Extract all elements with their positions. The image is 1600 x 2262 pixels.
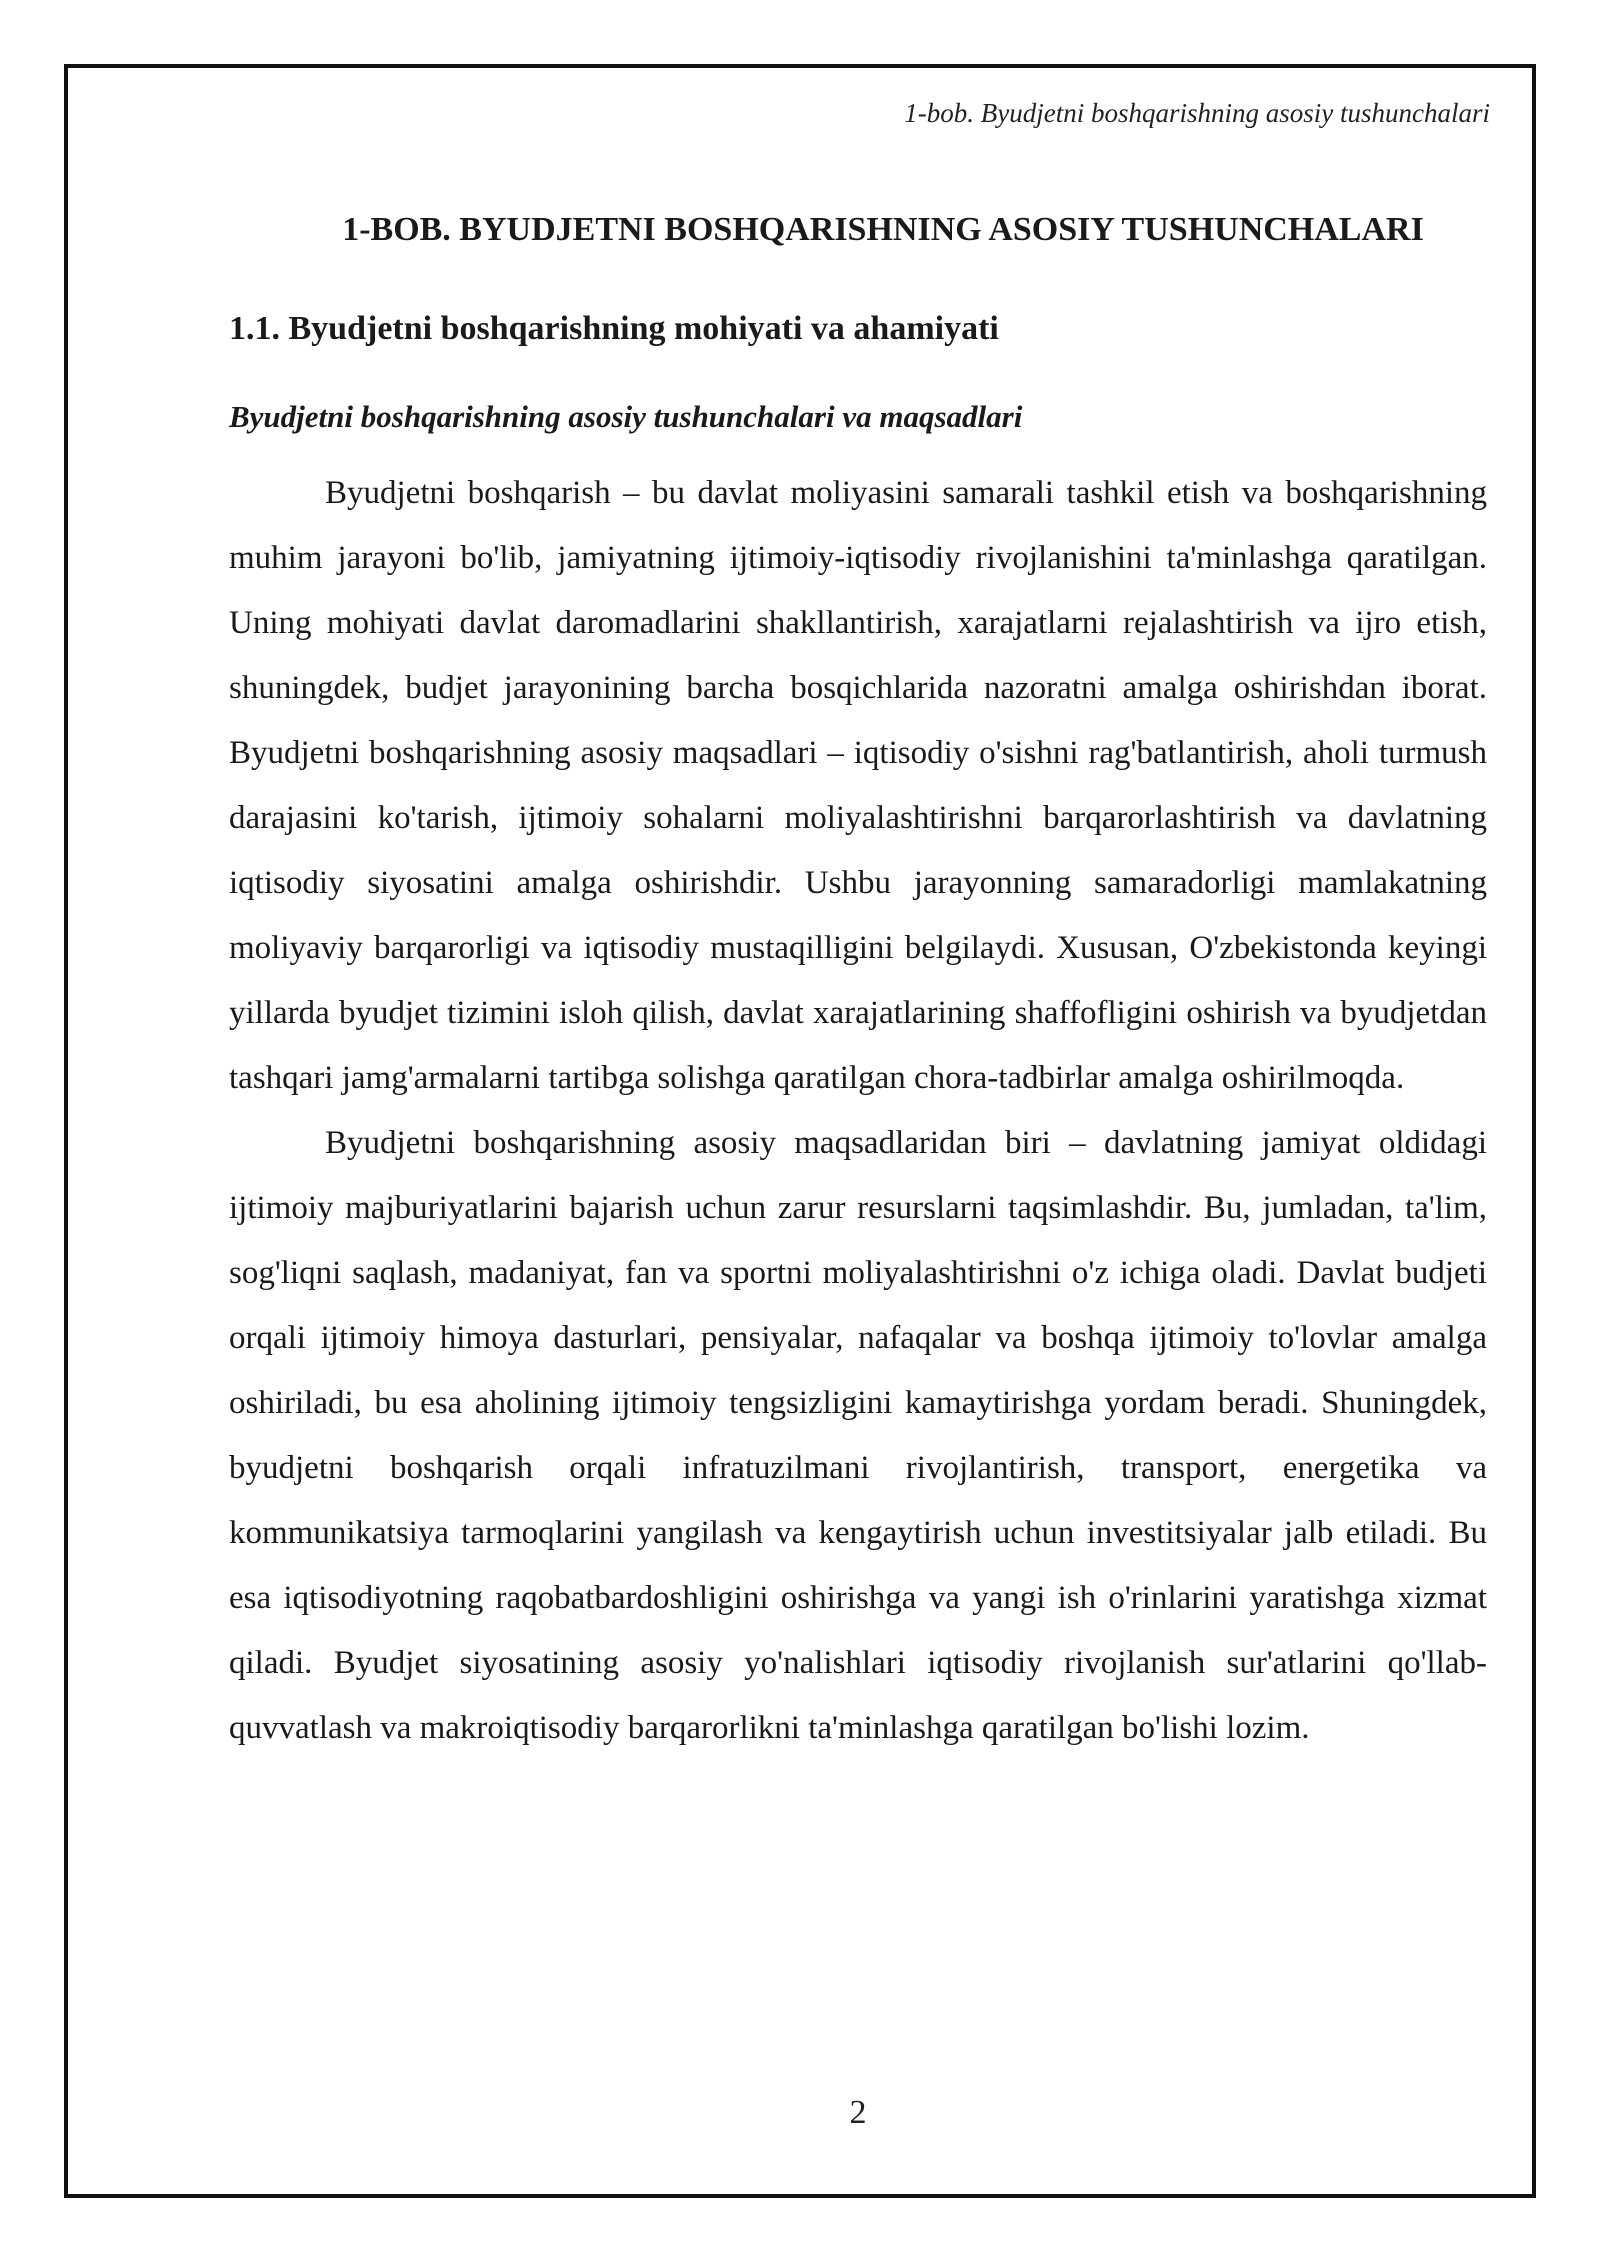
body-paragraph-2: Byudjetni boshqarishning asosiy maqsadlaridan biri – davlatning jamiyat oldidagi ijtimoiy majburiyatlarini bajarish uchun zarur resurslarni taqsimlashdir. Bu, jumladan, ta'lim, sog'liqni saqlash, madaniyat, fan va sportni moliyalashtirishni o'z ichiga oladi. Davlat budjeti orqali ijtimoiy himoya dasturlari, pensiyalar, nafaqalar va boshqa ijtimoiy to'lovlar amalga oshiriladi, bu esa aholining ijtimoiy tengsizligini kamaytirishga yordam beradi. Shuningdek, byudjetni boshqarish orqali infratuzilmani rivojlantirish, transport, energetika va kommunikatsiya tarmoqlarini yangilash va kengaytirish uchun investitsiyalar jalb etiladi. Bu esa iqtisodiyotning raqobatbardoshligini oshirishga va yangi ish o'rinlarini yaratishga xizmat qiladi. Byudjet siyosatining asosiy yo'nalishlari iqtisodiy rivojlanish sur'atlarini qo'llab-quvvatlash va makroiqtisodiy barqarorlikni ta'minlashga qaratilgan bo'lishi lozim. (229, 1124, 1487, 1746)
page-number: 2 (849, 2094, 867, 2131)
document-body (229, 210, 1487, 1761)
body-paragraph-1: Byudjetni boshqarish – bu davlat moliyasini samarali tashkil etish va boshqarishning muhim jarayoni bo'lib, jamiyatning ijtimoiy-iqtisodiy rivojlanishini ta'minlashga qaratilgan. Uning mohiyati davlat daromadlarini shakllantirish, xarajatlarni rejalashtirish va ijro etish, shuningdek, budjet jarayonining barcha bosqichlarida nazoratni amalga oshirishdan iborat. Byudjetni boshqarishning asosiy maqsadlari – iqtisodiy o'sishni rag'batlantirish, aholi turmush darajasini ko'tarish, ijtimoiy sohalarni moliyalashtirishni barqarorlashtirish va davlatning iqtisodiy siyosatini amalga oshirishdir. Ushbu jarayonning samaradorligi mamlakatning moliyaviy barqarorligi va iqtisodiy mustaqilligini belgilaydi. Xususan, O'zbekistonda keyingi yillarda byudjet tizimini isloh qilish, davlat xarajatlarining shaffofligini oshirish va byudjetdan tashqari jamg'armalarni tartibga solishga qaratilgan chora-tadbirlar amalga oshirilmoqda. (229, 474, 1487, 1096)
running-header: 1-bob. Byudjetni boshqarishning asosiy tushunchalari (904, 98, 1490, 128)
subsection-title: Byudjetni boshqarishning asosiy tushunchalari va maqsadlari (229, 398, 1023, 434)
section-title: 1.1. Byudjetni boshqarishning mohiyati va ahamiyati (229, 309, 999, 347)
chapter-title: 1-BOB. BYUDJETNI BOSHQARISHNING ASOSIY TUSHUNCHALARI (342, 211, 1424, 248)
